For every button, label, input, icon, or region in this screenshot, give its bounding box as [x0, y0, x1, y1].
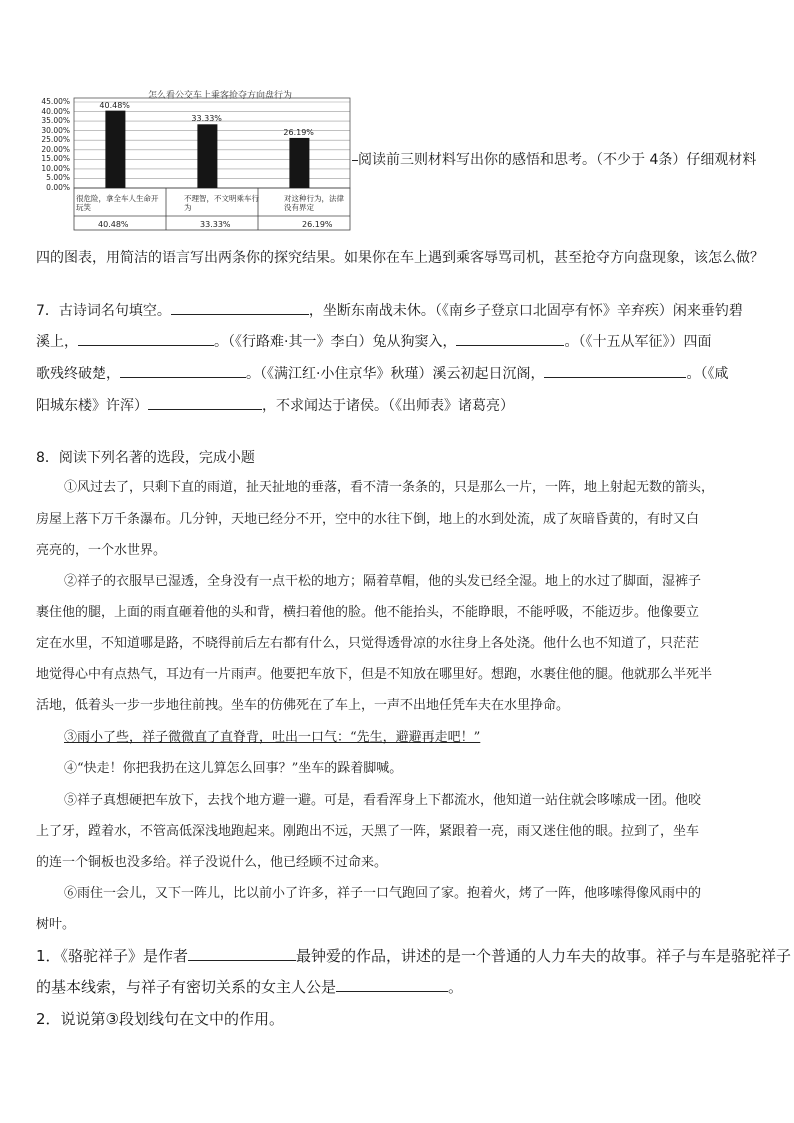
y-tick-label: 10.00%: [41, 163, 70, 173]
y-tick-label: 15.00%: [41, 154, 70, 164]
q7-line1: 7．古诗词名句填空。 ，坐断东南战未休。（《南乡子登京口北固亭有怀》辛弃疾）闲来垂钓碧: [36, 300, 743, 321]
passage-line: ②祥子的衣服早已湿透，全身没有一点干松的地方；隔着草帽，他的头发已经全湿。地上的水过了脚面，湿裤子: [64, 574, 702, 589]
passage-line: 上了牙，蹚着水，不管高低深浅地跑起来。刚跑出不远，天黑了一阵，紧跟着一亮，雨又迷住他的眼。拉到了，坐车: [36, 824, 700, 839]
q7-line3: 歌残终破楚， 。（《满江红·小住京华》秋瑾）溪云初起日沉阁， 。（《咸: [36, 363, 728, 384]
answer-blank[interactable]: [78, 331, 214, 346]
survey-bar-chart: [40, 84, 352, 232]
passage-line: 裹住他的腿，上面的雨直砸着他的头和背，横扫着他的脸。他不能抬头，不能睁眼，不能呼吸，不能迈步。他像要立: [36, 605, 700, 620]
category-label: 不理智，不文明乘车行为: [184, 194, 259, 212]
bar: [289, 138, 309, 188]
chart-title: 怎么看公交车上乘客抢夺方向盘行为: [148, 91, 293, 101]
q8-sub1-line2: 的基本线索，与祥子有密切关系的女主人公是 。: [36, 978, 464, 996]
passage-line: 亮亮的，一个水世界。: [36, 543, 167, 558]
answer-blank[interactable]: [188, 946, 296, 961]
answer-blank[interactable]: [336, 977, 448, 992]
passage-line: ④“快走！你把我扔在这儿算怎么回事？”坐车的跺着脚喊。: [64, 761, 403, 776]
y-tick-label: 20.00%: [41, 144, 70, 154]
y-tick-label: 30.00%: [41, 125, 70, 135]
q8-sub2: 2．说说第③段划线句在文中的作用。: [36, 1010, 284, 1028]
q7-line4: 阳城东楼》许浑） ，不求闻达于诸侯。（《出师表》诸葛亮）: [36, 395, 514, 416]
category-label: 很危险，拿全车人生命开玩笑: [76, 194, 159, 212]
underlined-sentence: ③雨小了些，祥子微微直了直脊背，吐出一口气：“先生，避避再走吧！”: [64, 730, 481, 745]
y-tick-label: 45.00%: [41, 97, 70, 106]
passage-line: 的连一个铜板也没多给。祥子没说什么，他已经顾不过命来。: [36, 855, 388, 870]
answer-blank[interactable]: [456, 331, 564, 346]
q6-line1: 阅读前三则材料写出你的感悟和思考。（不少于 4条）仔细观材料: [352, 150, 756, 170]
answer-blank[interactable]: [544, 363, 686, 378]
q8-heading: 8．阅读下列名著的选段，完成小题: [36, 450, 255, 466]
passage-line: 地觉得心中有点热气，耳边有一片雨声。他要把车放下，但是不知放在哪里好。想跑，水裹住他的腿。他就那么半死半: [36, 667, 713, 682]
y-tick-label: 0.00%: [46, 183, 70, 192]
answer-blank[interactable]: [148, 395, 262, 410]
y-tick-label: 25.00%: [41, 135, 70, 145]
passage-line: 房屋上落下万千条瀑布。几分钟，天地已经分不开，空中的水往下倒，地上的水到处流，成了灰暗昏黄的，有时又白: [36, 512, 700, 527]
bar-value-label: 40.48%: [99, 100, 130, 110]
passage-line: 树叶。: [36, 917, 76, 932]
q8-sub1-line1: 1．《骆驼祥子》是作者 最钟爱的作品，讲述的是一个普通的人力车夫的故事。祥子与车是骆驼祥子: [36, 947, 792, 965]
q7-line2: 溪上， 。（《行路难·其一》李白）兔从狗窦入， 。（《十五从军征》）四面: [36, 331, 711, 352]
bar: [197, 124, 217, 188]
bar-value-label: 33.33%: [191, 114, 222, 124]
category-label: 对这种行为，法律没有界定: [284, 194, 344, 212]
passage-line: ⑤祥子真想硬把车放下，去找个地方避一避。可是，看看浑身上下都流水，他知道一站住就会哆嗦成一团。他咬: [64, 793, 702, 808]
bar: [105, 111, 125, 188]
answer-blank[interactable]: [171, 300, 309, 315]
passage-line: 活地，低着头一步一步地往前拽。坐车的仿佛死在了车上，一声不出地任凭车夫在水里挣命。: [36, 698, 570, 713]
table-value: 40.48%: [98, 220, 129, 229]
passage-line: ⑥雨住一会儿，又下一阵儿，比以前小了许多，祥子一口气跑回了家。抱着火，烤了一阵，他哆嗦得像风雨中的: [64, 886, 702, 901]
passage-line: ①风过去了，只剩下直的雨道，扯天扯地的垂落，看不清一条条的，只是那么一片，一阵，地上射起无数的箭头，: [64, 480, 715, 495]
y-tick-label: 35.00%: [41, 116, 70, 126]
table-value: 26.19%: [302, 220, 333, 229]
y-tick-label: 40.00%: [41, 106, 70, 116]
answer-blank[interactable]: [120, 363, 246, 378]
passage-line: 定在水里，不知道哪是路，不晓得前后左右都有什么，只觉得透骨凉的水往身上各处浇。他什么也不知道了，只茫茫: [36, 636, 700, 651]
table-value: 33.33%: [200, 220, 231, 229]
bar-value-label: 26.19%: [283, 127, 314, 137]
y-tick-label: 5.00%: [46, 173, 70, 183]
q6-line2: 四的图表，用简洁的语言写出两条你的探究结果。如果你在车上遇到乘客辱骂司机，甚至抢夺方向盘现象，该怎么做？: [36, 250, 764, 266]
